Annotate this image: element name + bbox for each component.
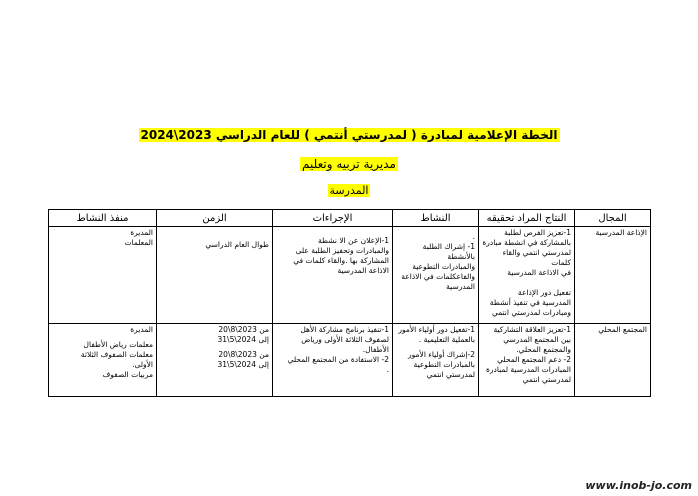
cell-activity: . 1- إشراك الطلبة بالأنشطة والمبادرات التطوعية والفاعكلمات في الاذاعة المدرسية: [393, 227, 479, 324]
cell-outcome: 1-تعزيز العلاقة التشاركية بين المجتمع المدرسي والمجتمع المحلي. 2- دعم المجتمع المحلي المبادرات المدرسية لمبادرة لمدرستي انتمي: [479, 324, 575, 397]
plan-title: الخطة الإعلامية لمبادرة ( لمدرستي أنتمي ) للعام الدراسي 2023\2024: [140, 128, 558, 142]
cell-field: المجتمع المحلي: [575, 324, 651, 397]
cell-procedures: 1-الإعلان عن الا نشطة والمبادرات وتحفيز الطلبة على المشاركة بها .والقاء كلمات في الاذاعة المدرسية: [273, 227, 393, 324]
column-header-activity: النشاط: [393, 210, 479, 227]
directorate-title: مديرية تربيه وتعليم: [302, 157, 396, 171]
table-row: [49, 227, 651, 324]
cell-activity: 1-تفعيل دور أولياء الأمور بالعملية التعليمية . 2-إشراك أولياء الأمور بالمبادرات التطوعية لمدرستي انتمي: [393, 324, 479, 397]
media-plan-table: [48, 209, 651, 397]
column-header-outcome: النتاج المراد تحقيقه: [479, 210, 575, 227]
cell-executor: المديرة معلمات رياض الأطفال معلمات الصفوف الثلاثة الأولى. مربيات الصفوف: [49, 324, 157, 397]
site-watermark: www.inob-jo.com: [585, 479, 692, 492]
cell-executor: المديرة المعلمات: [49, 227, 157, 324]
cell-outcome: 1-تعزيز الفرص لطلبة بالمشاركة في انشطة مبادرة لمدرستي انتمي والقاء كلمات في الاذاعة المدرسية تفعيل دور الإذاعة المدرسية في تنفيذ أنشطة ومبادرات لمدرستي انتمي: [479, 227, 575, 324]
column-header-executor: منفذ النشاط: [49, 210, 157, 227]
table-row: [49, 324, 651, 397]
cell-procedures: 1-تنفيذ برنامج مشاركة الأهل لصفوف الثلاثة الأولى ورياض الأطفال. 2- الاستفادة من المجتمع المحلي .: [273, 324, 393, 397]
table-header-row: [49, 210, 651, 227]
cell-field: الإذاعة المدرسية: [575, 227, 651, 324]
cell-time: طوال العام الدراسي: [157, 227, 273, 324]
column-header-field: المجال: [575, 210, 651, 227]
column-header-time: الزمن: [157, 210, 273, 227]
cell-time: من 2023\8\20 إلى 2024\5\31 من 2023\8\20 إلى 2024\5\31: [157, 324, 273, 397]
school-title: المدرسة: [329, 184, 369, 197]
column-header-procedures: الإجراءات: [273, 210, 393, 227]
